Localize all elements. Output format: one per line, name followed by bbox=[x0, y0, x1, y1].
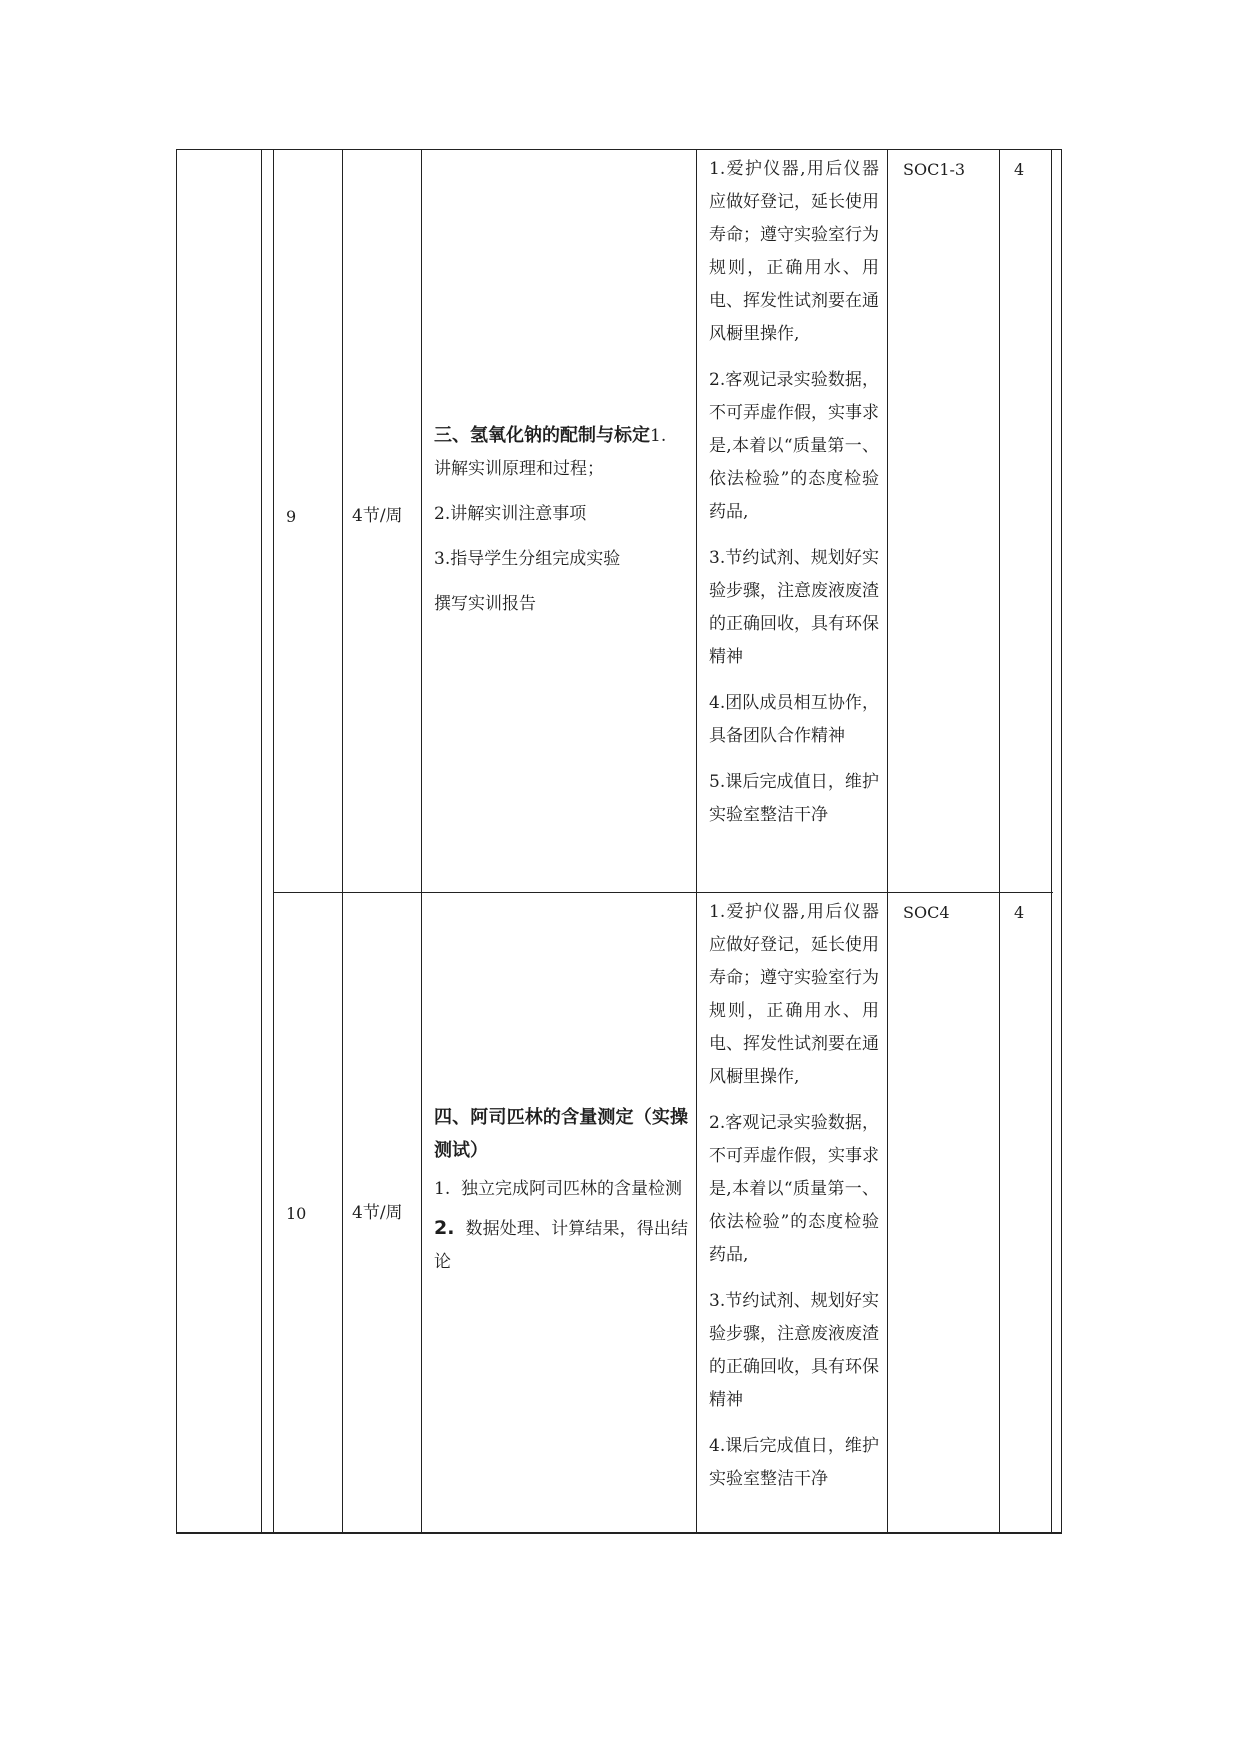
row-10-quality-3: 3.节约试剂、规划好实验步骤，注意废液废渣的正确回收，具有环保精神 bbox=[709, 1291, 879, 1410]
col-divider-content bbox=[696, 149, 697, 1534]
row-9-week: 9 bbox=[286, 507, 297, 526]
row-10-quality-4: 4.课后完成值日，维护实验室整洁干净 bbox=[709, 1436, 879, 1489]
col-divider-hours bbox=[421, 149, 422, 1534]
table-left-border bbox=[176, 149, 177, 1534]
row-10-content-item-1-num: 1. bbox=[434, 1179, 451, 1199]
row-10-quality-2: 2.客观记录实验数据，不可弄虚作假，实事求是,本着以“质量第一、依法检验”的态度检验药品, bbox=[709, 1113, 879, 1265]
row-9-content-item-3: 撰写实训报告 bbox=[434, 594, 536, 614]
col-divider-code bbox=[999, 149, 1000, 1534]
col-divider-outer-2 bbox=[273, 149, 274, 1534]
row-10-content-item-1 bbox=[434, 1173, 688, 1206]
col-divider-count bbox=[1051, 149, 1052, 1534]
row-10-quality-1: 1.爱护仪器,用后仪器应做好登记，延长使用寿命；遵守实验室行为规则，正确用水、用电、挥发性试剂要在通风橱里操作, bbox=[709, 902, 879, 1087]
row-9-count: 4 bbox=[1014, 160, 1025, 179]
row-10-count: 4 bbox=[1014, 903, 1025, 922]
row-10-quality bbox=[709, 896, 879, 1509]
row-10-code: SOC4 bbox=[903, 903, 950, 922]
row-separator bbox=[273, 892, 1053, 893]
row-9-quality-4: 4.团队成员相互协作，具备团队合作精神 bbox=[709, 693, 879, 746]
row-10-week: 10 bbox=[286, 1204, 307, 1223]
row-9-content-first-line: 讲解实训原理和过程； bbox=[434, 459, 604, 479]
row-9-quality-2: 2.客观记录实验数据，不可弄虚作假，实事求是,本着以“质量第一、依法检验”的态度检验药品, bbox=[709, 370, 879, 522]
col-divider-quality bbox=[887, 149, 888, 1534]
col-divider-week bbox=[342, 149, 343, 1534]
row-10-content-title: 四、阿司匹林的含量测定（实操测试） bbox=[434, 1107, 688, 1161]
row-9-content-title-tail: 1. bbox=[650, 426, 667, 446]
row-9-code: SOC1-3 bbox=[903, 160, 966, 179]
row-9-hours: 4节/周 bbox=[352, 506, 403, 526]
row-9-content-item-2: 3.指导学生分组完成实验 bbox=[434, 549, 621, 569]
row-9-quality-1: 1.爱护仪器,用后仪器应做好登记，延长使用寿命；遵守实验室行为规则，正确用水、用电、挥发性试剂要在通风橱里操作, bbox=[709, 159, 879, 344]
row-9-quality-5: 5.课后完成值日，维护实验室整洁干净 bbox=[709, 772, 879, 825]
row-10-content-item-1-text: 独立完成阿司匹林的含量检测 bbox=[450, 1179, 683, 1199]
row-9-content bbox=[434, 419, 688, 634]
col-divider-outer-1 bbox=[261, 149, 262, 1534]
row-9-content-item-1: 2.讲解实训注意事项 bbox=[434, 504, 587, 524]
row-9-quality-3: 3.节约试剂、规划好实验步骤，注意废液废渣的正确回收，具有环保精神 bbox=[709, 548, 879, 667]
table-bottom-border bbox=[176, 1532, 1062, 1534]
row-9-content-title: 三、氢氧化钠的配制与标定 bbox=[434, 425, 650, 446]
table-right-border bbox=[1061, 149, 1062, 1534]
row-10-hours: 4节/周 bbox=[352, 1203, 403, 1223]
row-10-content-item-2-num: 2. bbox=[434, 1217, 455, 1239]
table-top-border bbox=[176, 149, 1062, 150]
row-10-content bbox=[434, 1101, 688, 1292]
row-10-content-item-2-text: 数据处理、计算结果，得出结论 bbox=[434, 1219, 688, 1272]
row-10-content-item-2 bbox=[434, 1212, 688, 1279]
row-9-quality bbox=[709, 153, 879, 845]
